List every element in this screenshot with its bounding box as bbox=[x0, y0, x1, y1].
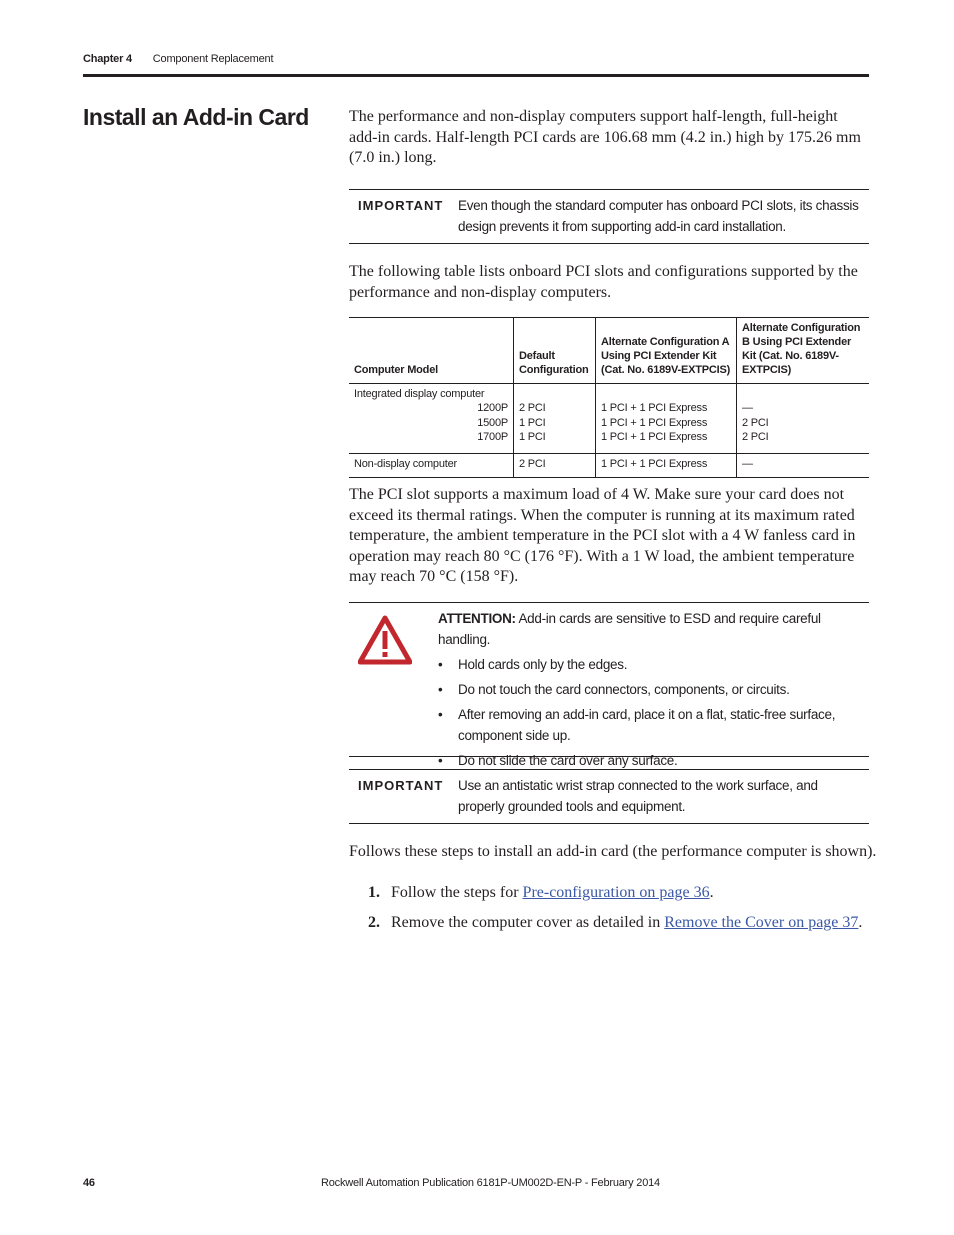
model-cell: Non-display computer bbox=[349, 454, 514, 478]
alt-a-1500p: 1 PCI + 1 PCI Express bbox=[601, 416, 708, 429]
list-item bbox=[438, 654, 870, 675]
col-header-model: Computer Model bbox=[349, 318, 514, 384]
important-text: Even though the standard computer has onboard PCI slots, its chassis design prevents it from supporting add-in card installation. bbox=[458, 198, 859, 234]
section-title: Install an Add-in Card bbox=[83, 104, 309, 130]
attention-heading bbox=[438, 608, 870, 650]
col-header-alt-a: Alternate Configuration A Using PCI Extender Kit (Cat. No. 6189V-EXTPCIS) bbox=[596, 318, 737, 384]
step-2 bbox=[368, 913, 862, 933]
list-item bbox=[438, 750, 870, 771]
list-item-text: After removing an add-in card, place it on a flat, static-free surface, component side up. bbox=[458, 707, 836, 743]
col-header-default: Default Configuration bbox=[514, 318, 596, 384]
pre-configuration-link[interactable]: Pre-configuration on page 36 bbox=[522, 884, 710, 901]
list-item-text: Do not slide the card over any surface. bbox=[458, 753, 678, 768]
step-1 bbox=[368, 883, 714, 903]
important-text: Use an antistatic wrist strap connected to the work surface, and properly grounded tools and equipment. bbox=[458, 778, 818, 814]
list-item-text: Hold cards only by the edges. bbox=[458, 657, 628, 672]
section-label: Component Replacement bbox=[152, 53, 274, 65]
running-header bbox=[83, 53, 273, 65]
page-number: 46 bbox=[83, 1177, 95, 1189]
alt-a-cell bbox=[596, 384, 737, 454]
default-1500p: 1 PCI bbox=[519, 416, 546, 429]
alt-a-1200p: 1 PCI + 1 PCI Express bbox=[601, 402, 708, 415]
group-label: Integrated display computer bbox=[354, 388, 485, 400]
list-item-text: Do not touch the card connectors, components, or circuits. bbox=[458, 682, 790, 697]
alt-a-1700p: 1 PCI + 1 PCI Express bbox=[601, 430, 708, 443]
alt-b-1200p: — bbox=[742, 402, 753, 415]
step-punct: . bbox=[858, 914, 863, 931]
table-intro-paragraph: The following table lists onboard PCI slots and configurations supported by the performance and non-display computers. bbox=[349, 263, 858, 301]
attention-box bbox=[349, 602, 869, 768]
default-cell: 2 PCI bbox=[514, 454, 596, 478]
header-rule bbox=[83, 74, 869, 77]
bullet: • bbox=[438, 682, 443, 697]
bullet: • bbox=[438, 753, 443, 768]
table-row bbox=[349, 454, 869, 478]
load-paragraph: The PCI slot supports a maximum load of 4 W. Make sure your card does not exceed its thermal ratings. When the computer is running at its maximum rated temperature, the ambient temperature in the PCI slot with a 4 W fanless card in operation may reach 80 °C (176 °F). With a 1 W load, the ambient temperature may reach 70 °C (158 °F). bbox=[349, 486, 856, 585]
attention-list bbox=[438, 654, 870, 771]
table-header-row bbox=[349, 318, 869, 384]
alt-b-cell: — bbox=[737, 454, 870, 478]
important-box-2 bbox=[349, 769, 869, 824]
step-text: Remove the computer cover as detailed in bbox=[391, 914, 665, 931]
step-number: 1. bbox=[368, 884, 380, 901]
bullet: • bbox=[438, 657, 443, 672]
alt-b-1500p: 2 PCI bbox=[742, 416, 769, 429]
model-cell bbox=[349, 384, 514, 454]
step-number: 2. bbox=[368, 914, 380, 931]
default-cell bbox=[514, 384, 596, 454]
list-item bbox=[438, 704, 870, 746]
intro-paragraph: The performance and non-display computers support half-length, full-height add-in cards. Half-length PCI cards are 106.68 mm (4.2 in.) high by 175.26 mm (7.0 in.) long. bbox=[349, 108, 861, 166]
list-item bbox=[438, 679, 870, 700]
attention-text: Add-in cards are sensitive to ESD and require careful handling. bbox=[438, 611, 821, 647]
model-1500p: 1500P bbox=[477, 416, 508, 429]
important-label: IMPORTANT bbox=[358, 778, 444, 793]
model-1700p: 1700P bbox=[477, 430, 508, 443]
alt-b-cell bbox=[737, 384, 870, 454]
attention-body bbox=[438, 608, 870, 775]
publication-footer: Rockwell Automation Publication 6181P-UM002D-EN-P - February 2014 bbox=[321, 1177, 660, 1189]
step-text: Follow the steps for bbox=[391, 884, 523, 901]
warning-triangle-icon bbox=[358, 615, 412, 665]
col-header-alt-b: Alternate Configuration B Using PCI Extender Kit (Cat. No. 6189V-EXTPCIS) bbox=[737, 318, 870, 384]
important-label: IMPORTANT bbox=[358, 198, 444, 213]
alt-a-cell: 1 PCI + 1 PCI Express bbox=[596, 454, 737, 478]
important-box-1 bbox=[349, 189, 869, 244]
model-1200p: 1200P bbox=[477, 402, 508, 415]
alt-b-1700p: 2 PCI bbox=[742, 430, 769, 443]
table-row bbox=[349, 384, 869, 454]
step-punct: . bbox=[709, 884, 714, 901]
remove-cover-link[interactable]: Remove the Cover on page 37 bbox=[664, 914, 859, 931]
default-1200p: 2 PCI bbox=[519, 402, 546, 415]
default-1700p: 1 PCI bbox=[519, 430, 546, 443]
bullet: • bbox=[438, 707, 443, 722]
chapter-label: Chapter 4 bbox=[83, 53, 132, 65]
steps-intro-paragraph: Follows these steps to install an add-in card (the performance computer is shown). bbox=[349, 843, 877, 860]
attention-label: ATTENTION: bbox=[438, 611, 516, 626]
pci-config-table bbox=[349, 317, 869, 478]
